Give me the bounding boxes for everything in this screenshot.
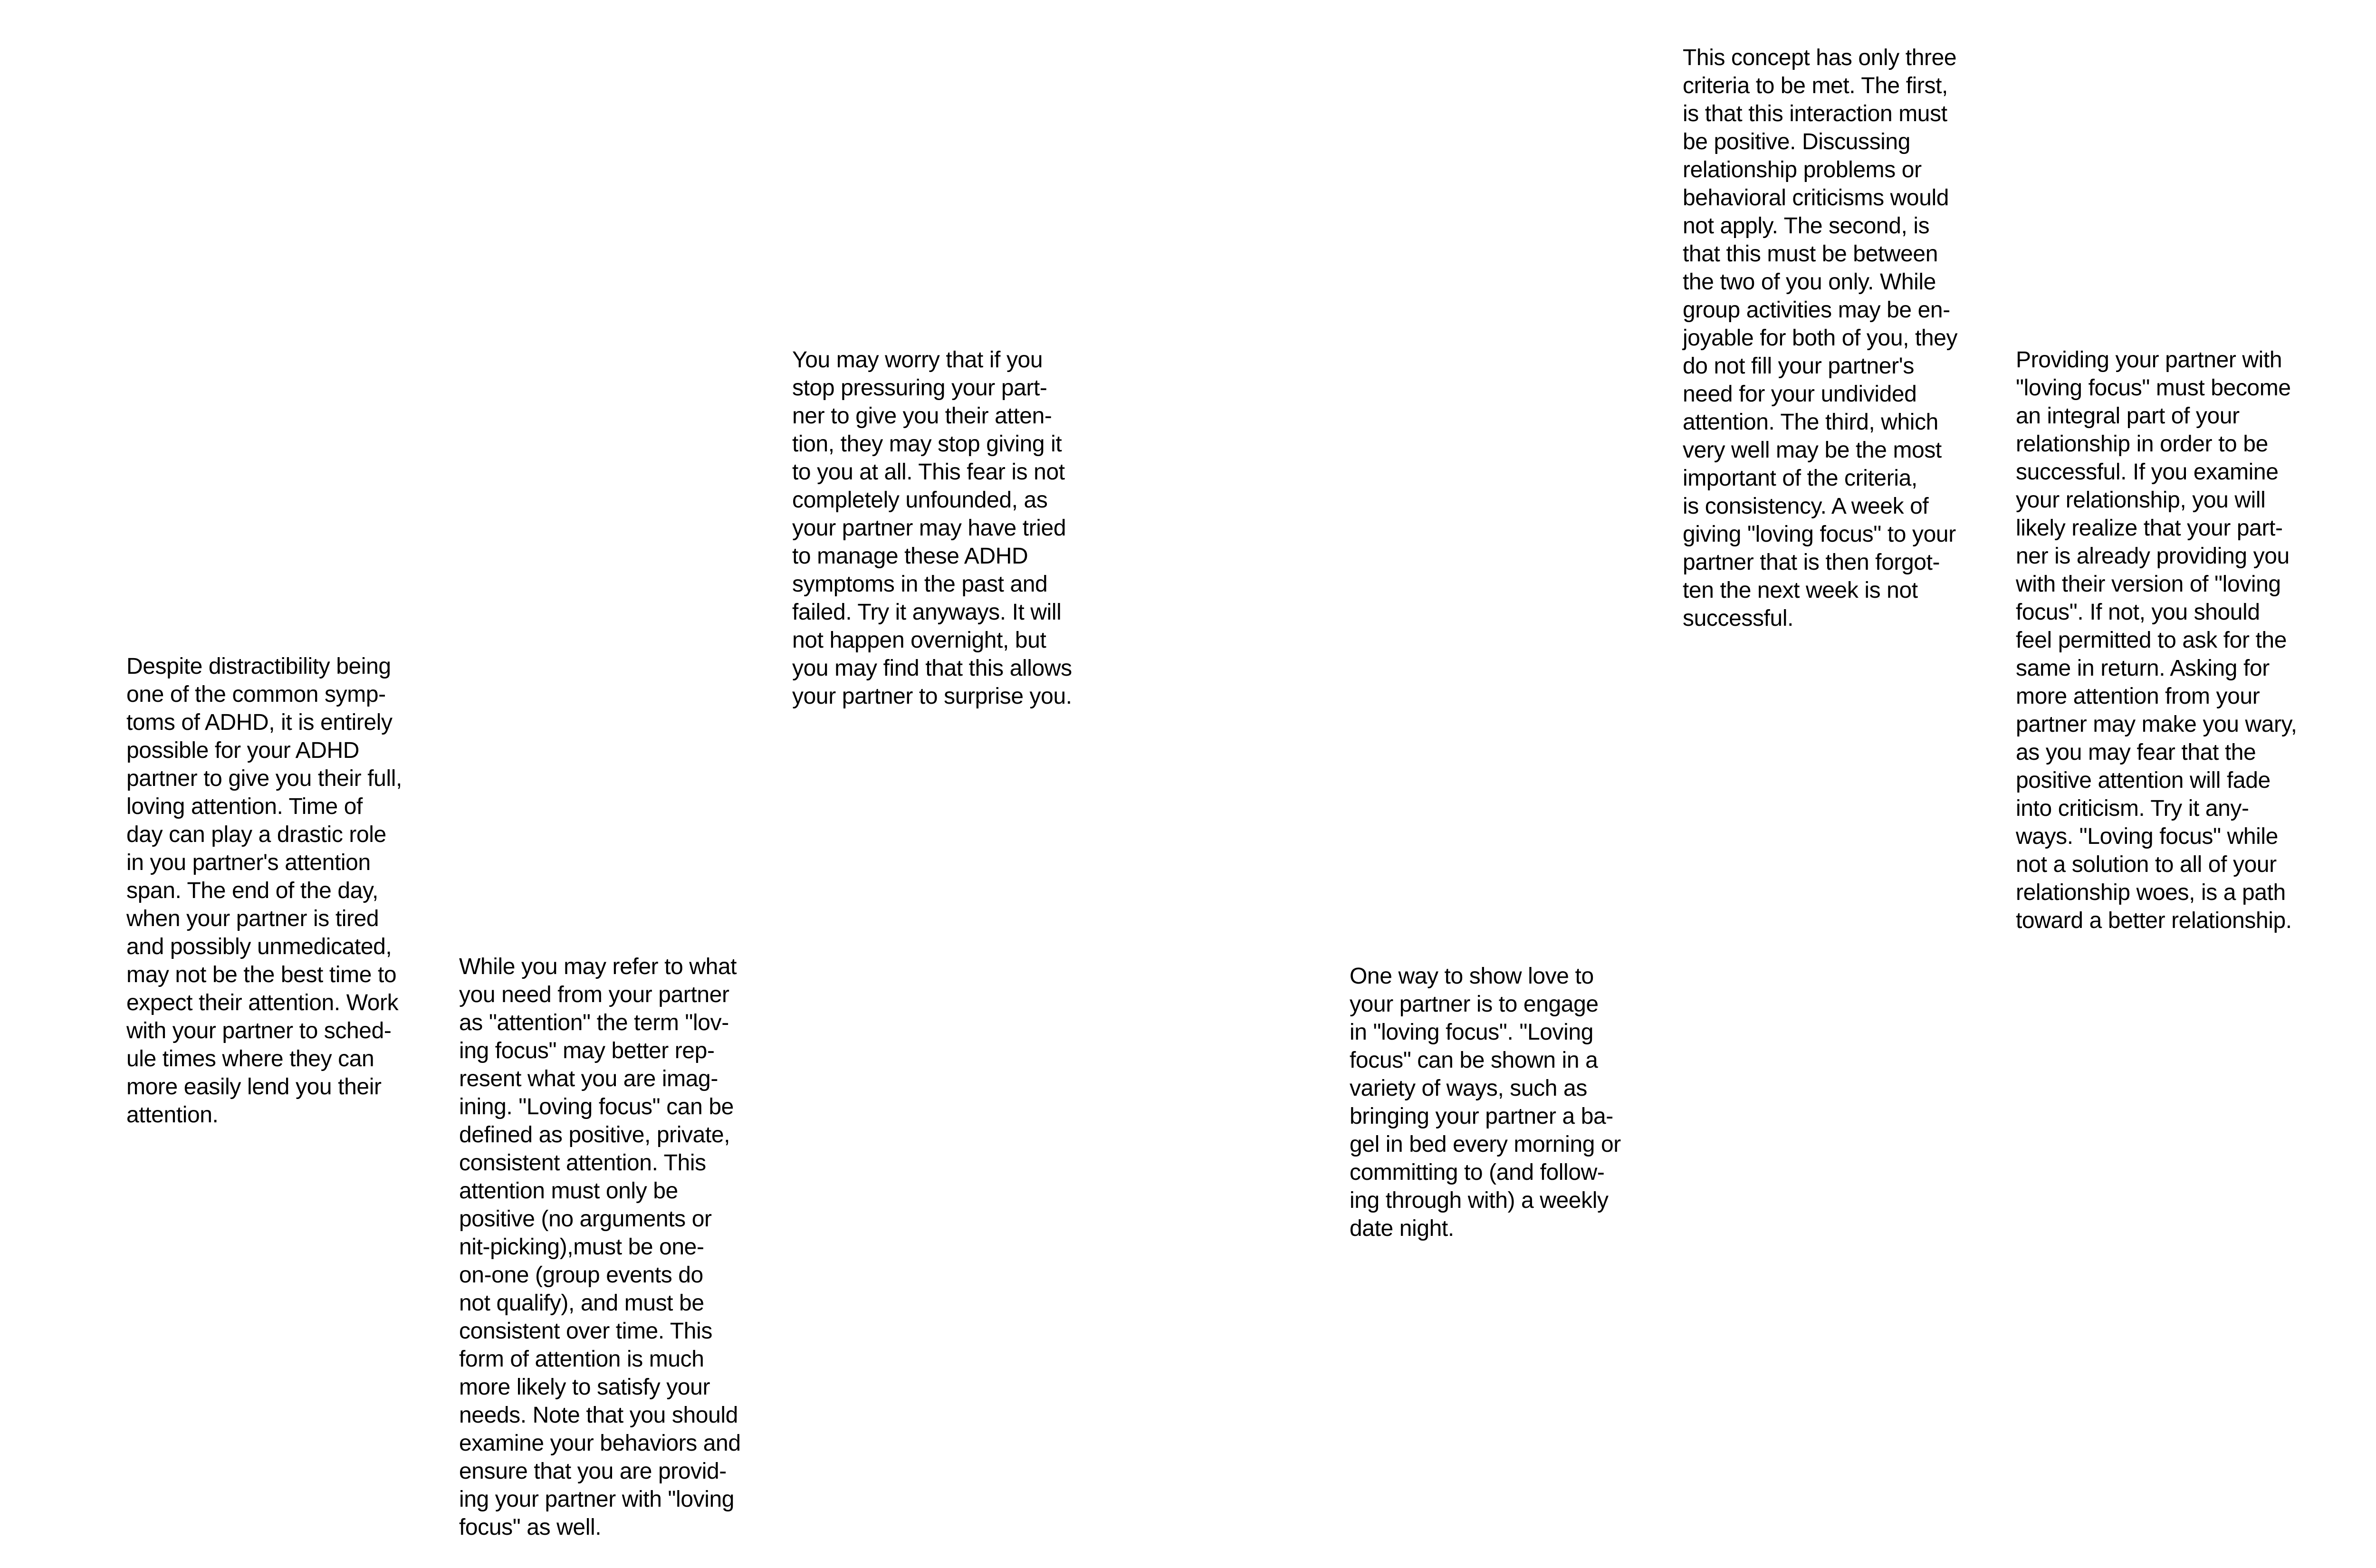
text-column-three-criteria: This concept has only three criteria to be met. The first, is that this interaction must be positive. Discussing relationship problems or behavioral criticisms would not apply. The second, is that this must be between the two of you only. While group activities may be en- joyable for both of you, they do not fill your partner's need for your undivided attention. The third, which very well may be the most important of the criteria, is consistency. A week of giving "loving focus" to your partner that is then forgot- ten the next week is not successful. xyxy=(1683,45,1958,631)
text-column-ways-to-show-love: One way to show love to your partner is to engage in "loving focus". "Loving focus" can be shown in a variety of ways, such as bringing your partner a ba- gel in bed every morning or committing to (and follow- ing through with) a weekly date night. xyxy=(1350,964,1621,1241)
text-column-distractibility: Despite distractibility being one of the common symp- toms of ADHD, it is entirely possible for your ADHD partner to give you their full, loving attention. Time of day can play a drastic role in you partner's attention span. The end of the day, when your partner is tired and possibly unmedicated, may not be the best time to expect their attention. Work with your partner to sched- ule times where they can more easily lend you their attention. xyxy=(126,654,402,1128)
text-column-worry: You may worry that if you stop pressuring your part- ner to give you their atten- tion, they may stop giving it to you at all. This fear is not completely unfounded, as your partner may have tried to manage these ADHD symptoms in the past and failed. Try it anyways. It will not happen overnight, but you may find that this allows your partner to surprise you. xyxy=(792,347,1072,709)
text-column-integral-part: Providing your partner with "loving focus" must become an integral part of your relationship in order to be successful. If you examine your relationship, you will likely realize that your part- ner is already providing you with their version of "loving focus". If not, you should feel permitted to ask for the same in return. Asking for more attention from your partner may make you wary, as you may fear that the positive attention will fade into criticism. Try it any- ways. "Loving focus" while not a solution to all of your relationship woes, is a path toward a better relationship. xyxy=(2016,347,2297,933)
text-column-loving-focus-definition: While you may refer to what you need from your partner as "attention" the term "lov- ing focus" may better rep- resent what you are imag- ining. "Loving focus" can be defined as positive, private, consistent attention. This attention must only be positive (no arguments or nit-picking),must be one- on-one (group events do not qualify), and must be consistent over time. This form of attention is much more likely to satisfy your needs. Note that you should examine your behaviors and ensure that you are provid- ing your partner with "loving focus" as well. xyxy=(459,954,741,1540)
